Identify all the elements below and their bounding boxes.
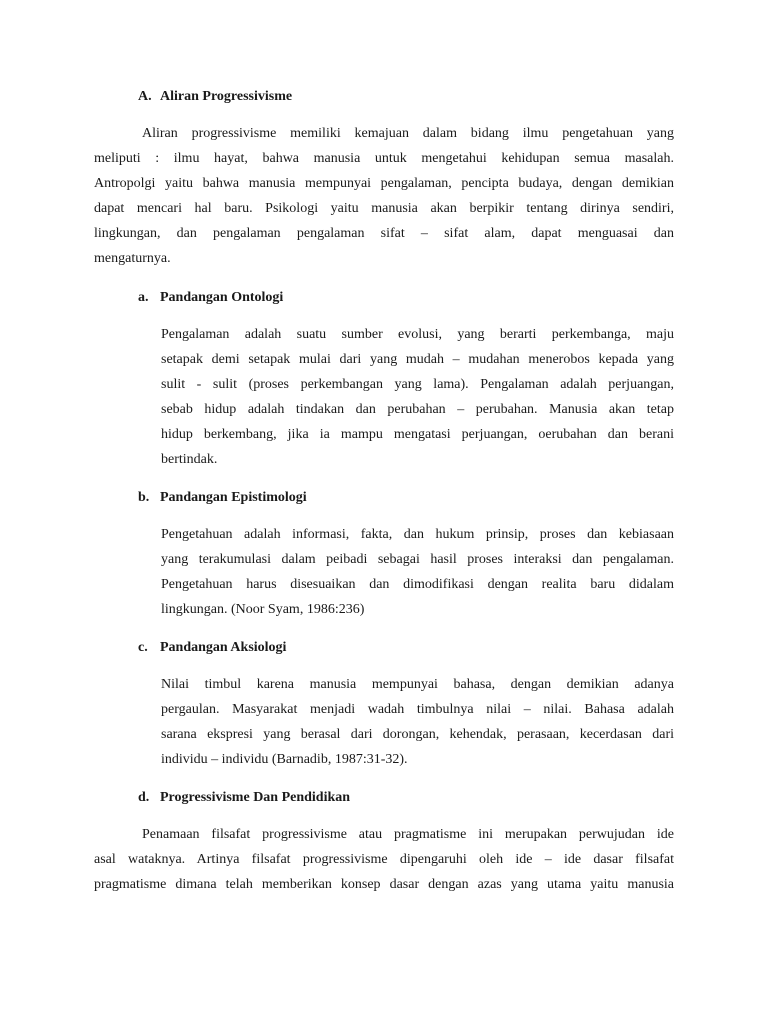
paragraph-ontologi <box>161 322 674 472</box>
paragraph-line: bertindak. <box>161 452 218 467</box>
paragraph-line: hidup berkembang, jika ia mampu mengatasi perjuangan, oerubahan dan berani <box>161 427 674 442</box>
paragraph-line: asal wataknya. Artinya filsafat progressivisme dipengaruhi oleh ide – ide dasar filsafat <box>94 852 674 867</box>
subsection-marker: b. <box>138 490 150 505</box>
section-heading-a <box>138 87 292 107</box>
paragraph-pendidikan <box>94 822 674 897</box>
paragraph-line: Penamaan filsafat progressivisme atau pragmatisme ini merupakan perwujudan ide <box>142 827 674 842</box>
paragraph-line: Pengalaman adalah suatu sumber evolusi, yang berarti perkembanga, maju <box>161 327 674 342</box>
subsection-heading-aksiologi <box>138 638 286 658</box>
paragraph-line: pergaulan. Masyarakat menjadi wadah timbulnya nilai – nilai. Bahasa adalah <box>161 702 674 717</box>
paragraph-line: Pengetahuan harus disesuaikan dan dimodifikasi dengan realita baru didalam <box>161 577 674 592</box>
subsection-heading-epistimologi <box>138 488 307 508</box>
paragraph-aliran <box>94 121 674 271</box>
subsection-marker: a. <box>138 290 149 305</box>
paragraph-aksiologi <box>161 672 674 772</box>
paragraph-line: Antropolgi yaitu bahwa manusia mempunyai pengalaman, pencipta budaya, dengan demikian <box>94 176 674 191</box>
subsection-marker: c. <box>138 640 148 655</box>
paragraph-line: Nilai timbul karena manusia mempunyai bahasa, dengan demikian adanya <box>161 677 674 692</box>
subsection-heading-ontologi <box>138 288 283 308</box>
paragraph-line: sarana ekspresi yang berasal dari dorongan, kehendak, perasaan, kecerdasan dari <box>161 727 674 742</box>
subsection-title: Pandangan Ontologi <box>160 290 284 305</box>
paragraph-line: lingkungan, dan pengalaman pengalaman sifat – sifat alam, dapat menguasai dan <box>94 226 674 241</box>
paragraph-line: pragmatisme dimana telah memberikan konsep dasar dengan azas yang utama yaitu manusia <box>94 877 674 892</box>
paragraph-line: yang terakumulasi dalam peibadi sebagai hasil proses interaksi dan pengalaman. <box>161 552 674 567</box>
subsection-marker: d. <box>138 790 150 805</box>
paragraph-line: mengaturnya. <box>94 251 171 266</box>
paragraph-line: sebab hidup adalah tindakan dan perubahan – perubahan. Manusia akan tetap <box>161 402 674 417</box>
subsection-title: Pandangan Epistimologi <box>160 490 307 505</box>
paragraph-line: setapak demi setapak mulai dari yang mudah – mudahan menerobos kepada yang <box>161 352 674 367</box>
paragraph-line: meliputi : ilmu hayat, bahwa manusia untuk mengetahui kehidupan semua masalah. <box>94 151 674 166</box>
paragraph-line: dapat mencari hal baru. Psikologi yaitu manusia akan berpikir tentang dirinya sendiri, <box>94 201 674 216</box>
paragraph-line: Aliran progressivisme memiliki kemajuan dalam bidang ilmu pengetahuan yang <box>142 126 674 141</box>
subsection-heading-pendidikan <box>138 788 350 808</box>
paragraph-line: individu – individu (Barnadib, 1987:31-32). <box>161 752 408 767</box>
section-marker: A. <box>138 89 152 104</box>
section-title: Aliran Progressivisme <box>160 89 293 104</box>
subsection-title: Progressivisme Dan Pendidikan <box>160 790 351 805</box>
paragraph-line: sulit - sulit (proses perkembangan yang lama). Pengalaman adalah perjuangan, <box>161 377 674 392</box>
paragraph-line: lingkungan. (Noor Syam, 1986:236) <box>161 602 365 617</box>
paragraph-line: Pengetahuan adalah informasi, fakta, dan hukum prinsip, proses dan kebiasaan <box>161 527 674 542</box>
paragraph-epistimologi <box>161 522 674 622</box>
subsection-title: Pandangan Aksiologi <box>160 640 287 655</box>
